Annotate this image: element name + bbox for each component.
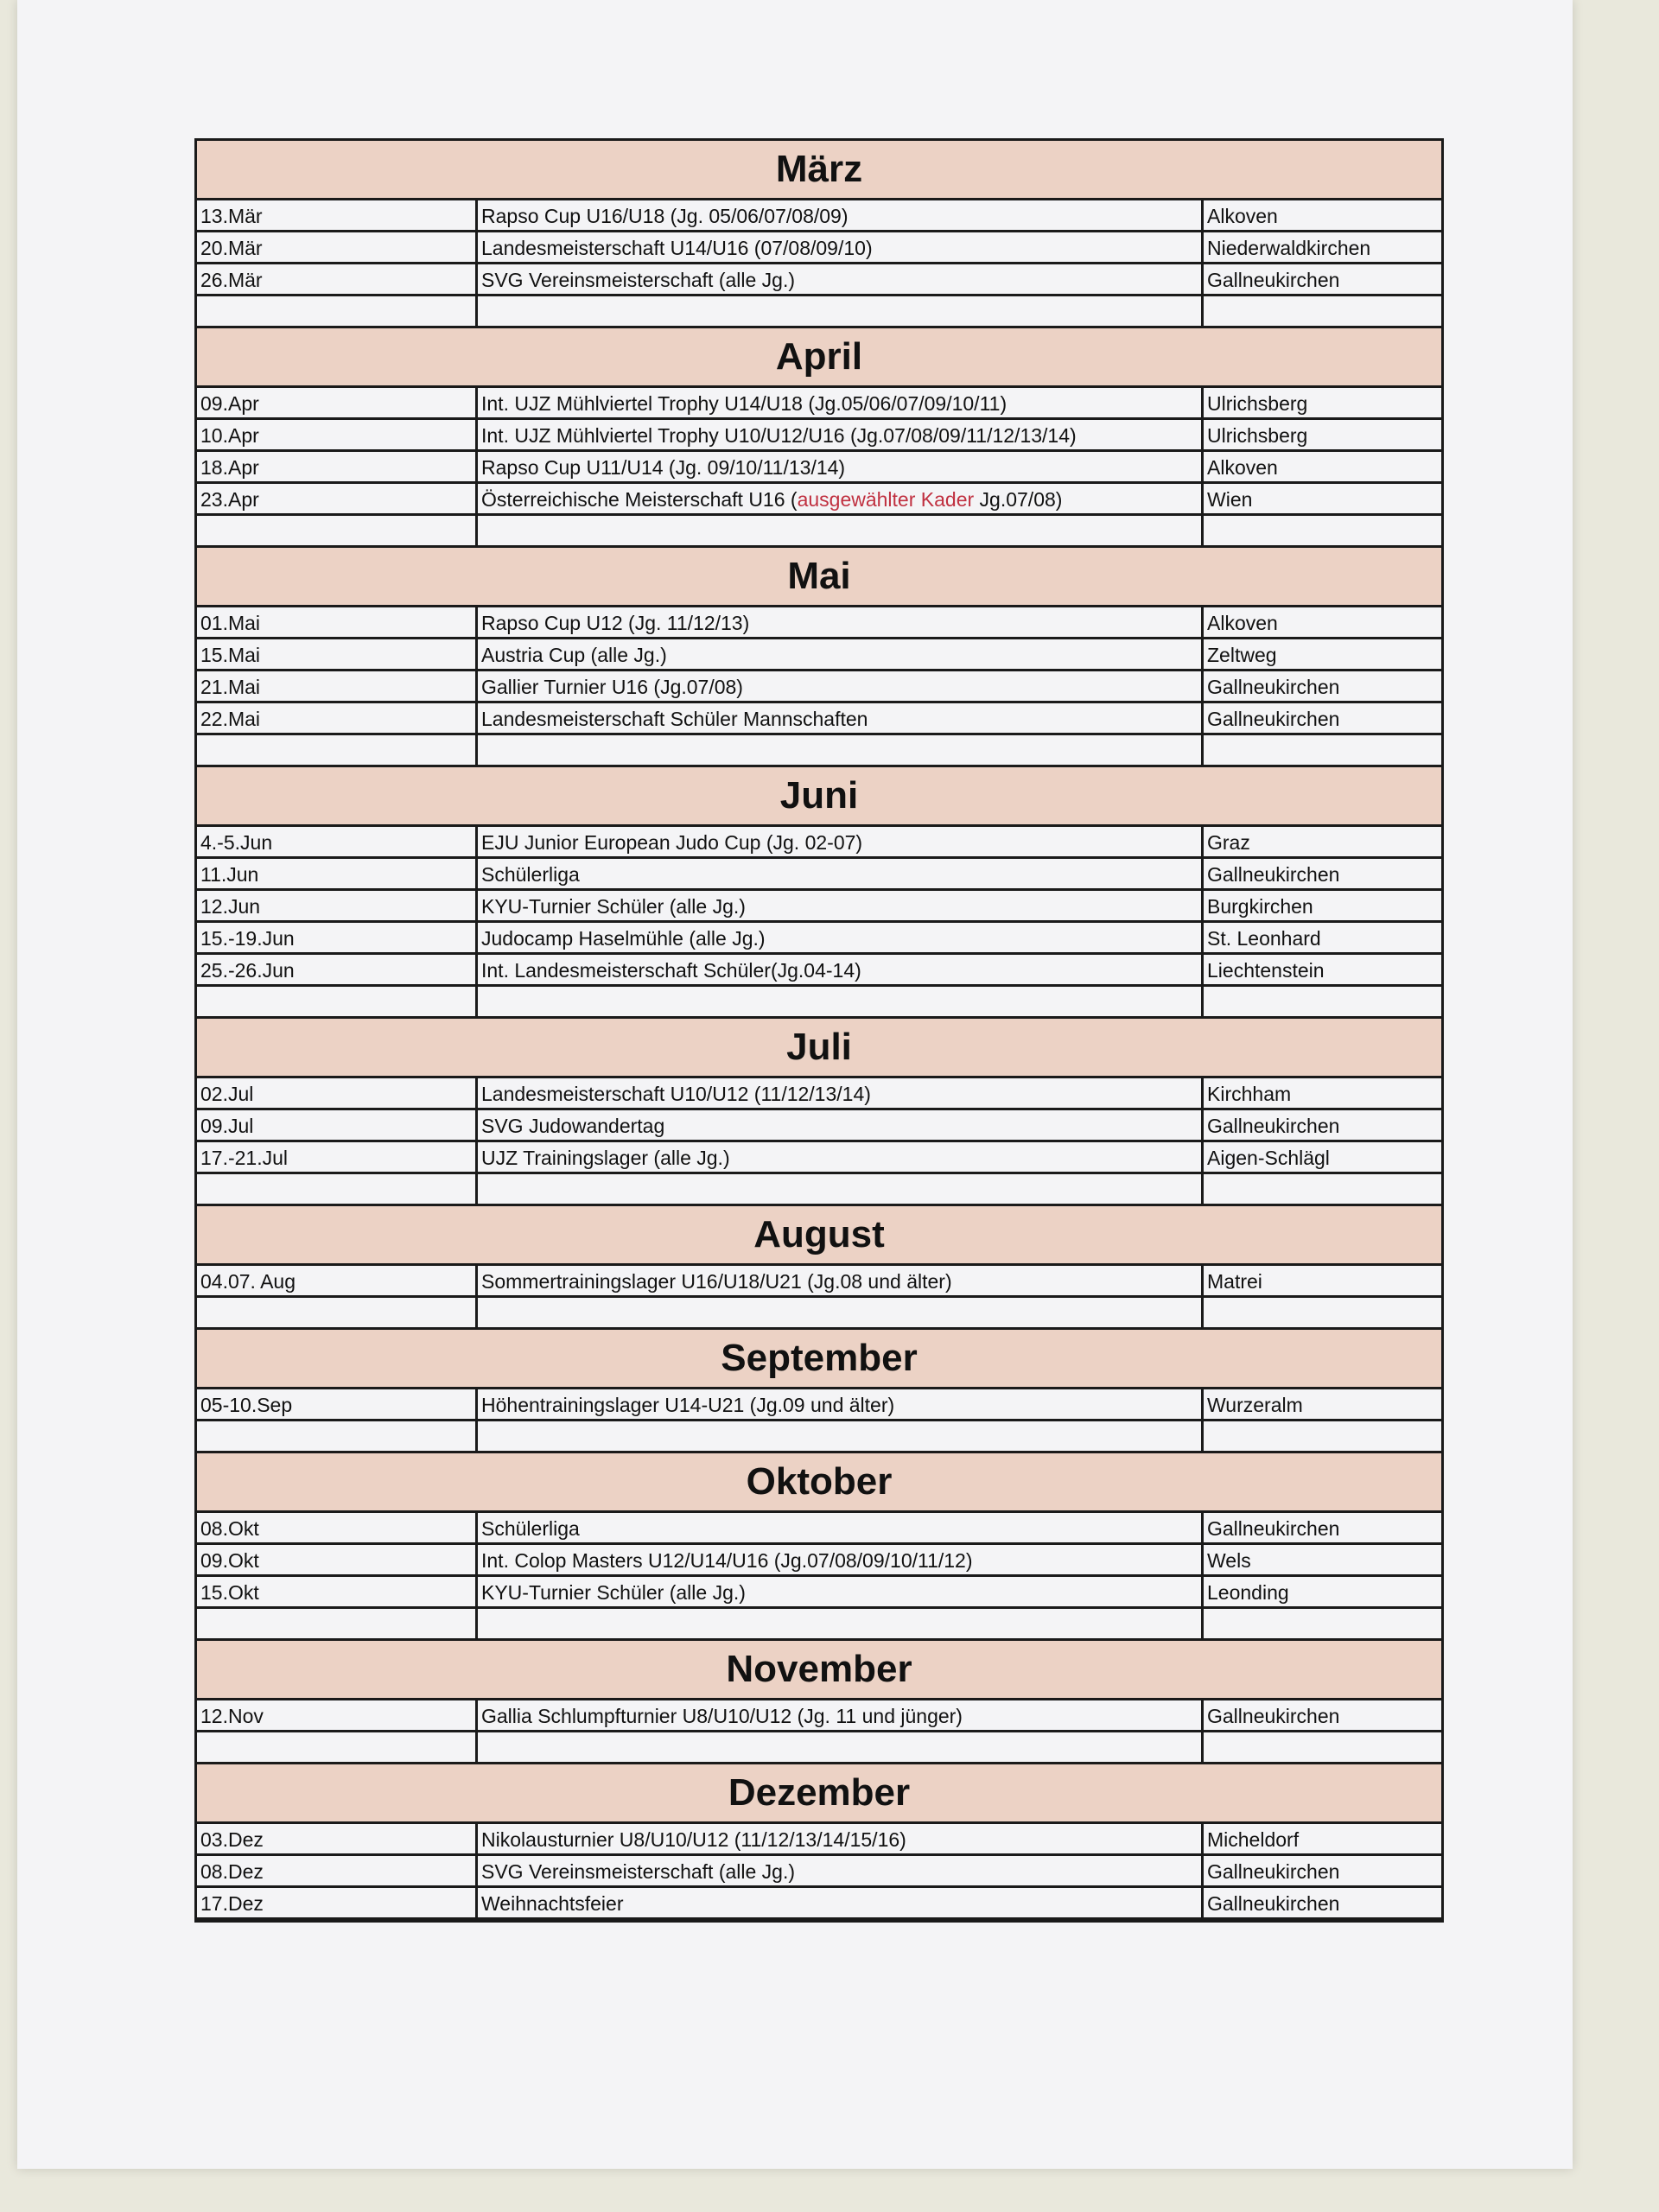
event-title bbox=[478, 671, 1204, 701]
event-title bbox=[478, 987, 1204, 1016]
event-location: Alkoven bbox=[1207, 612, 1278, 634]
month-header: Dezember bbox=[197, 1764, 1441, 1824]
event-date bbox=[197, 1298, 478, 1327]
table-row bbox=[197, 296, 1441, 328]
event-title-text: SVG Judowandertag bbox=[481, 1115, 665, 1137]
event-date: 26.Mär bbox=[197, 264, 478, 294]
event-date: 04.07. Aug bbox=[197, 1266, 478, 1295]
event-location bbox=[1204, 516, 1441, 545]
month-header: Oktober bbox=[197, 1453, 1441, 1513]
event-location: Alkoven bbox=[1207, 205, 1278, 227]
event-location bbox=[1204, 735, 1441, 765]
event-title bbox=[478, 452, 1204, 481]
event-location: Liechtenstein bbox=[1207, 959, 1325, 982]
event-title-text: SVG Vereinsmeisterschaft (alle Jg.) bbox=[481, 1860, 796, 1883]
event-title bbox=[478, 1389, 1204, 1419]
event-date: 08.Dez bbox=[197, 1856, 478, 1885]
event-title-text: Schülerliga bbox=[481, 1517, 580, 1540]
month-header: Mai bbox=[197, 548, 1441, 607]
event-title-text: Int. UJZ Mühlviertel Trophy U14/U18 (Jg.05/06/07/09/10/11) bbox=[481, 392, 1007, 415]
event-title-text: Nikolausturnier U8/U10/U12 (11/12/13/14/15/16) bbox=[481, 1828, 906, 1851]
event-location bbox=[1204, 1732, 1441, 1762]
event-title-text: Landesmeisterschaft U14/U16 (07/08/09/10) bbox=[481, 237, 873, 259]
event-date: 17.Dez bbox=[197, 1888, 478, 1917]
event-title bbox=[478, 1732, 1204, 1762]
event-location: Aigen-Schlägl bbox=[1207, 1147, 1330, 1169]
event-location: Leonding bbox=[1207, 1581, 1289, 1604]
event-date: 12.Nov bbox=[197, 1700, 478, 1730]
table-row bbox=[197, 1577, 1441, 1609]
table-row bbox=[197, 452, 1441, 484]
event-title bbox=[478, 264, 1204, 294]
event-location: Micheldorf bbox=[1207, 1828, 1300, 1851]
event-title bbox=[478, 1174, 1204, 1204]
table-row bbox=[197, 1609, 1441, 1641]
event-date: 18.Apr bbox=[197, 452, 478, 481]
event-title bbox=[478, 1421, 1204, 1451]
event-location: Wurzeralm bbox=[1207, 1394, 1303, 1416]
event-location: Ulrichsberg bbox=[1207, 424, 1308, 447]
event-location: Gallneukirchen bbox=[1207, 1705, 1340, 1727]
event-title-text: Weihnachtsfeier bbox=[481, 1892, 624, 1915]
event-title bbox=[478, 1577, 1204, 1606]
event-location: Wels bbox=[1207, 1549, 1251, 1572]
event-location: St. Leonhard bbox=[1207, 927, 1321, 950]
event-date: 08.Okt bbox=[197, 1513, 478, 1542]
table-row bbox=[197, 1545, 1441, 1577]
event-title-text: Schülerliga bbox=[481, 863, 580, 886]
event-title bbox=[478, 484, 1204, 513]
event-date bbox=[197, 1174, 478, 1204]
event-location: Gallneukirchen bbox=[1207, 1860, 1340, 1883]
table-row bbox=[197, 420, 1441, 452]
event-title bbox=[478, 1078, 1204, 1108]
event-title bbox=[478, 296, 1204, 326]
event-title-text: SVG Vereinsmeisterschaft (alle Jg.) bbox=[481, 269, 796, 291]
event-title-text: Landesmeisterschaft Schüler Mannschaften bbox=[481, 708, 868, 730]
table-row bbox=[197, 1298, 1441, 1330]
event-location: Ulrichsberg bbox=[1207, 392, 1308, 415]
event-date: 22.Mai bbox=[197, 703, 478, 733]
event-location: Gallneukirchen bbox=[1207, 1892, 1340, 1915]
event-title bbox=[478, 923, 1204, 952]
event-date: 13.Mär bbox=[197, 200, 478, 230]
event-title-text: Österreichische Meisterschaft U16 ( bbox=[481, 488, 798, 511]
event-title-text: Gallier Turnier U16 (Jg.07/08) bbox=[481, 676, 743, 698]
event-location bbox=[1204, 987, 1441, 1016]
event-date: 02.Jul bbox=[197, 1078, 478, 1108]
event-title-text: KYU-Turnier Schüler (alle Jg.) bbox=[481, 1581, 746, 1604]
event-title bbox=[478, 1513, 1204, 1542]
event-title bbox=[478, 1298, 1204, 1327]
event-date bbox=[197, 296, 478, 326]
event-title bbox=[478, 859, 1204, 888]
event-title-text: Int. UJZ Mühlviertel Trophy U10/U12/U16 (Jg.07/08/09/11/12/13/14) bbox=[481, 424, 1077, 447]
event-date: 15.Mai bbox=[197, 639, 478, 669]
event-title-text: Int. Landesmeisterschaft Schüler(Jg.04-14) bbox=[481, 959, 861, 982]
event-title bbox=[478, 388, 1204, 417]
event-title-text: Rapso Cup U12 (Jg. 11/12/13) bbox=[481, 612, 750, 634]
table-row bbox=[197, 735, 1441, 767]
event-location: Gallneukirchen bbox=[1207, 863, 1340, 886]
event-location bbox=[1204, 296, 1441, 326]
table-row bbox=[197, 827, 1441, 859]
table-row bbox=[197, 639, 1441, 671]
event-location bbox=[1204, 1421, 1441, 1451]
event-location: Gallneukirchen bbox=[1207, 676, 1340, 698]
event-location: Graz bbox=[1207, 831, 1250, 854]
table-row bbox=[197, 955, 1441, 987]
month-header: April bbox=[197, 328, 1441, 388]
event-title bbox=[478, 1888, 1204, 1917]
event-date: 12.Jun bbox=[197, 891, 478, 920]
event-date: 09.Apr bbox=[197, 388, 478, 417]
event-date: 05-10.Sep bbox=[197, 1389, 478, 1419]
table-row bbox=[197, 987, 1441, 1019]
event-title bbox=[478, 420, 1204, 449]
table-row bbox=[197, 516, 1441, 548]
table-row bbox=[197, 1266, 1441, 1298]
table-row bbox=[197, 232, 1441, 264]
table-row bbox=[197, 859, 1441, 891]
month-header: Juli bbox=[197, 1019, 1441, 1078]
event-date: 09.Jul bbox=[197, 1110, 478, 1140]
event-location: Zeltweg bbox=[1207, 644, 1277, 666]
table-row bbox=[197, 1700, 1441, 1732]
table-row bbox=[197, 1421, 1441, 1453]
month-header: September bbox=[197, 1330, 1441, 1389]
table-row bbox=[197, 703, 1441, 735]
event-title bbox=[478, 1545, 1204, 1574]
event-date: 4.-5.Jun bbox=[197, 827, 478, 856]
month-header: August bbox=[197, 1206, 1441, 1266]
event-title bbox=[478, 1824, 1204, 1853]
event-date bbox=[197, 735, 478, 765]
event-title-text: Landesmeisterschaft U10/U12 (11/12/13/14) bbox=[481, 1083, 871, 1105]
event-location bbox=[1204, 1298, 1441, 1327]
event-location: Gallneukirchen bbox=[1207, 1115, 1340, 1137]
event-title bbox=[478, 1856, 1204, 1885]
table-row bbox=[197, 1174, 1441, 1206]
table-row bbox=[197, 484, 1441, 516]
event-location: Alkoven bbox=[1207, 456, 1278, 479]
event-date: 01.Mai bbox=[197, 607, 478, 637]
event-title bbox=[478, 200, 1204, 230]
event-location: Matrei bbox=[1207, 1270, 1262, 1293]
event-title-text: Höhentrainingslager U14-U21 (Jg.09 und älter) bbox=[481, 1394, 895, 1416]
event-location: Burgkirchen bbox=[1207, 895, 1313, 918]
event-title bbox=[478, 1142, 1204, 1172]
event-location bbox=[1204, 1174, 1441, 1204]
event-title bbox=[478, 827, 1204, 856]
event-location: Gallneukirchen bbox=[1207, 1517, 1340, 1540]
paper-sheet bbox=[17, 0, 1573, 2169]
event-title-text: EJU Junior European Judo Cup (Jg. 02-07) bbox=[481, 831, 863, 854]
event-location: Gallneukirchen bbox=[1207, 269, 1340, 291]
table-row bbox=[197, 1856, 1441, 1888]
event-title bbox=[478, 639, 1204, 669]
table-row bbox=[197, 1732, 1441, 1764]
schedule-table bbox=[194, 138, 1444, 1923]
month-header: März bbox=[197, 141, 1441, 200]
event-date bbox=[197, 1421, 478, 1451]
event-location: Wien bbox=[1207, 488, 1253, 511]
event-title-text: KYU-Turnier Schüler (alle Jg.) bbox=[481, 895, 746, 918]
event-title-text: Sommertrainingslager U16/U18/U21 (Jg.08 und älter) bbox=[481, 1270, 952, 1293]
event-title bbox=[478, 607, 1204, 637]
event-location: Niederwaldkirchen bbox=[1207, 237, 1371, 259]
event-location bbox=[1204, 1609, 1441, 1638]
event-date: 17.-21.Jul bbox=[197, 1142, 478, 1172]
table-row bbox=[197, 264, 1441, 296]
table-row bbox=[197, 671, 1441, 703]
event-title-text: Judocamp Haselmühle (alle Jg.) bbox=[481, 927, 766, 950]
table-row bbox=[197, 1824, 1441, 1856]
event-date: 21.Mai bbox=[197, 671, 478, 701]
event-title bbox=[478, 1609, 1204, 1638]
event-title bbox=[478, 891, 1204, 920]
table-row bbox=[197, 388, 1441, 420]
event-date: 10.Apr bbox=[197, 420, 478, 449]
event-title bbox=[478, 703, 1204, 733]
event-location: Gallneukirchen bbox=[1207, 708, 1340, 730]
event-title-text: Int. Colop Masters U12/U14/U16 (Jg.07/08/09/10/11/12) bbox=[481, 1549, 973, 1572]
table-row bbox=[197, 1142, 1441, 1174]
event-title-text: Gallia Schlumpfturnier U8/U10/U12 (Jg. 11 und jünger) bbox=[481, 1705, 963, 1727]
table-row bbox=[197, 607, 1441, 639]
table-row bbox=[197, 891, 1441, 923]
event-location: Kirchham bbox=[1207, 1083, 1292, 1105]
event-title bbox=[478, 1110, 1204, 1140]
table-row bbox=[197, 1078, 1441, 1110]
event-date: 23.Apr bbox=[197, 484, 478, 513]
month-header: Juni bbox=[197, 767, 1441, 827]
event-date: 11.Jun bbox=[197, 859, 478, 888]
event-date bbox=[197, 1609, 478, 1638]
event-title bbox=[478, 955, 1204, 984]
event-title bbox=[478, 516, 1204, 545]
table-row bbox=[197, 1888, 1441, 1920]
month-header: November bbox=[197, 1641, 1441, 1700]
event-title bbox=[478, 1700, 1204, 1730]
event-title-text: Austria Cup (alle Jg.) bbox=[481, 644, 667, 666]
event-date: 15.-19.Jun bbox=[197, 923, 478, 952]
table-row bbox=[197, 200, 1441, 232]
event-date: 09.Okt bbox=[197, 1545, 478, 1574]
event-date bbox=[197, 516, 478, 545]
table-row bbox=[197, 923, 1441, 955]
event-title-text: Rapso Cup U16/U18 (Jg. 05/06/07/08/09) bbox=[481, 205, 849, 227]
table-row bbox=[197, 1110, 1441, 1142]
event-date: 25.-26.Jun bbox=[197, 955, 478, 984]
event-title-text: Rapso Cup U11/U14 (Jg. 09/10/11/13/14) bbox=[481, 456, 846, 479]
event-date: 15.Okt bbox=[197, 1577, 478, 1606]
table-row bbox=[197, 1389, 1441, 1421]
table-row bbox=[197, 1513, 1441, 1545]
event-title-text: UJZ Trainingslager (alle Jg.) bbox=[481, 1147, 730, 1169]
event-title-highlight: ausgewählter Kader bbox=[797, 488, 975, 511]
event-date bbox=[197, 987, 478, 1016]
event-title bbox=[478, 232, 1204, 262]
event-title-suffix: Jg.07/08) bbox=[974, 488, 1063, 511]
event-date: 03.Dez bbox=[197, 1824, 478, 1853]
event-date bbox=[197, 1732, 478, 1762]
event-title bbox=[478, 1266, 1204, 1295]
event-date: 20.Mär bbox=[197, 232, 478, 262]
event-title bbox=[478, 735, 1204, 765]
